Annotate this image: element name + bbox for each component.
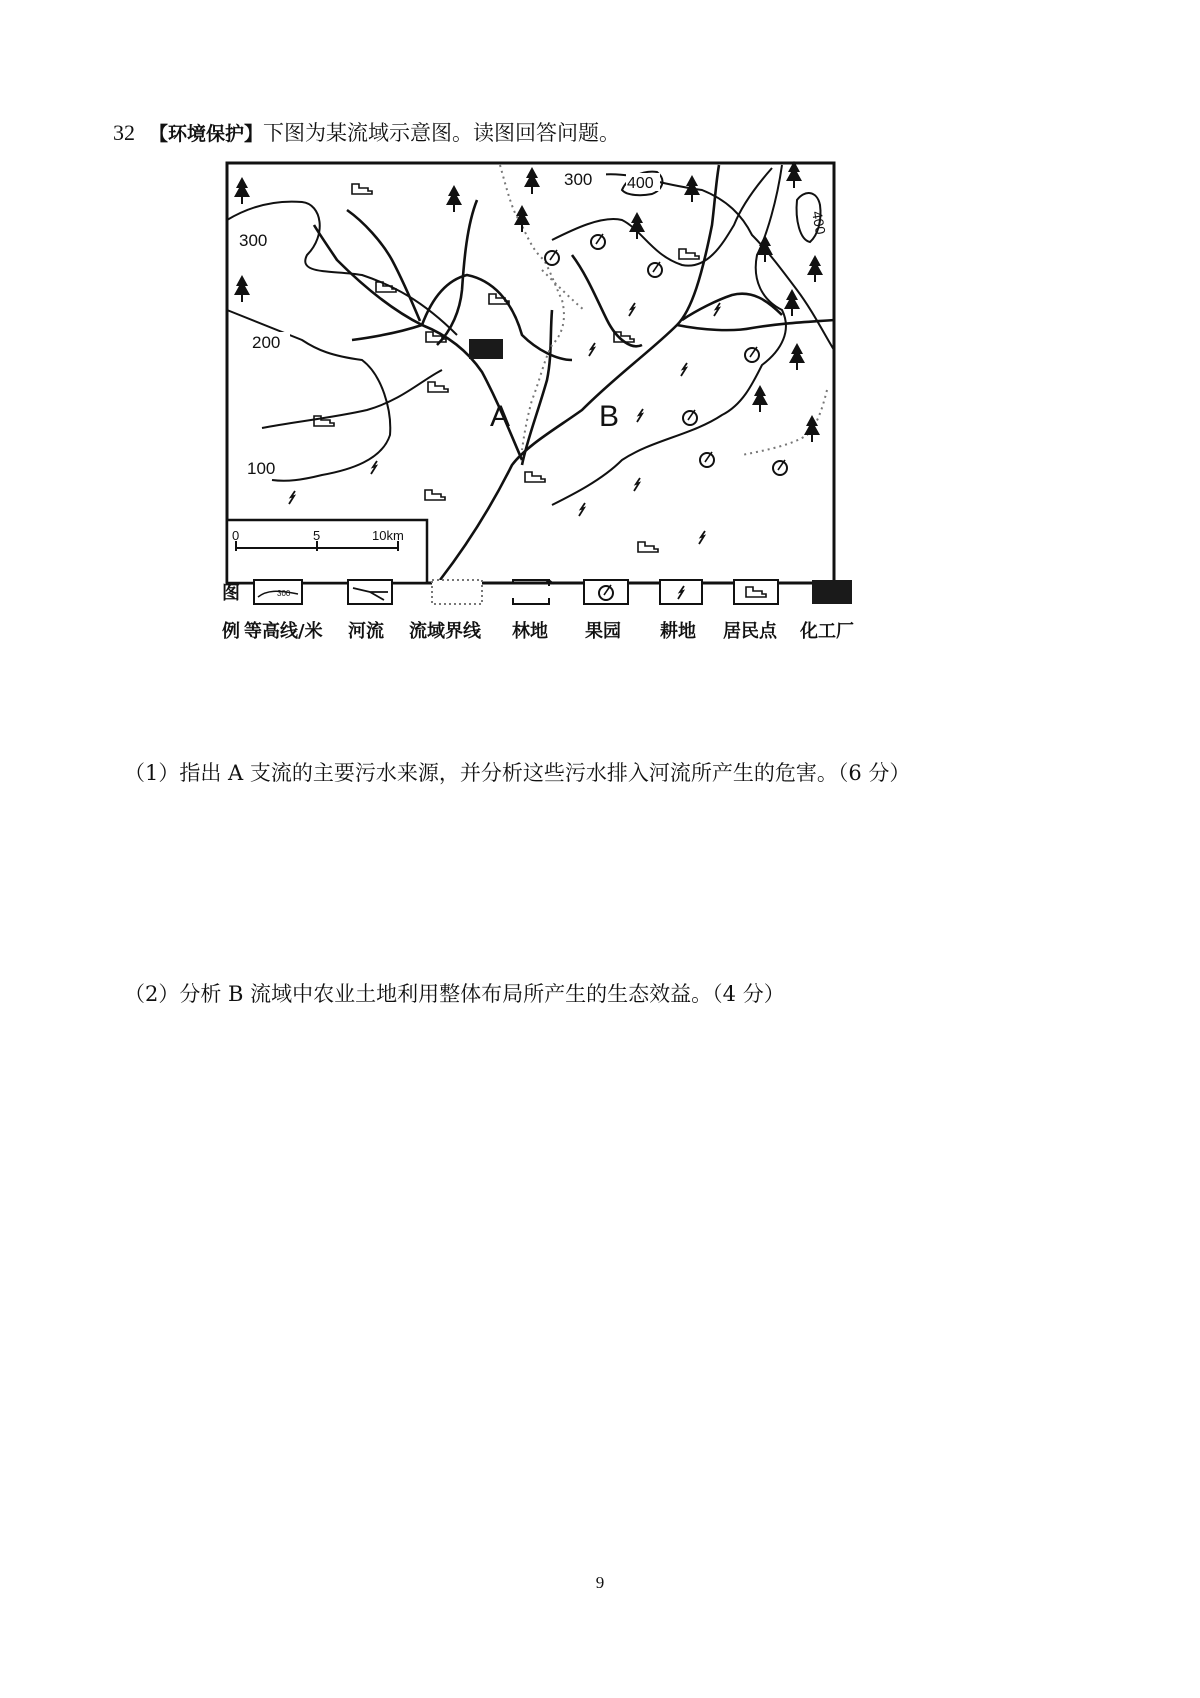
legend-swatch-boundary: [432, 580, 482, 604]
contour-label: 300: [564, 170, 593, 189]
sub-question-2: [124, 979, 1124, 1009]
settlement-symbols: [314, 184, 699, 552]
map-legend: [222, 580, 854, 642]
contour-label: 200: [252, 333, 281, 352]
tributary-b-label: B: [599, 400, 620, 433]
legend-swatch-settlement: [734, 580, 778, 604]
scale-end-label: 10km: [372, 528, 404, 543]
legend-title-bottom: 例: [222, 621, 240, 642]
legend-label-river: 河流: [348, 621, 384, 642]
legend-contour-sample: 300: [277, 589, 291, 598]
question-heading: [113, 118, 1113, 149]
legend-swatch-orchard: [584, 580, 628, 604]
tributary-a-label: A: [490, 400, 511, 433]
forest-symbols: [234, 161, 823, 442]
legend-swatch-cropland: [660, 580, 702, 604]
question-prompt: 下图为某流域示意图。读图回答问题。: [263, 121, 621, 145]
legend-swatch-contour: [254, 580, 302, 604]
legend-swatch-factory: [812, 580, 852, 604]
scale-bar: [227, 520, 427, 583]
legend-label-factory: 化工厂: [800, 621, 854, 642]
contour-label: 100: [247, 459, 276, 478]
legend-swatch-river: [348, 580, 392, 604]
contour-label: 400: [809, 209, 829, 236]
sub-question-1-label: （1）: [124, 761, 180, 785]
contour-lines: [227, 165, 834, 505]
page-number: 9: [595, 1573, 605, 1592]
sub-question-2-label: （2）: [124, 982, 180, 1006]
legend-label-boundary: 流域界线: [409, 621, 481, 642]
legend-label-contour: 等高线/米: [244, 621, 323, 642]
legend-label-settlement: 居民点: [723, 621, 777, 642]
legend-label-cropland: 耕地: [660, 621, 696, 642]
watershed-map-figure: [222, 160, 925, 698]
contour-label: 300: [239, 231, 268, 250]
scale-start-label: 0: [232, 528, 240, 543]
contour-label: 400: [627, 175, 654, 192]
scale-middle-label: 5: [313, 528, 321, 543]
legend-label-forest: 林地: [512, 621, 548, 642]
river-network: [314, 165, 834, 580]
legend-label-orchard: 果园: [585, 621, 621, 642]
legend-title-top: 图: [222, 583, 240, 604]
question-topic-tag: 【环境保护】: [149, 123, 264, 145]
question-number: 32: [113, 120, 135, 145]
chemical-factory-marker: [469, 339, 503, 359]
sub-question-1: [124, 758, 1124, 788]
sub-question-2-text: 分析 B 流域中农业土地利用整体布局所产生的生态效益。（4 分）: [179, 982, 785, 1006]
sub-question-1-text: 指出 A 支流的主要污水来源，并分析这些污水排入河流所产生的危害。（6 分）: [179, 761, 911, 785]
